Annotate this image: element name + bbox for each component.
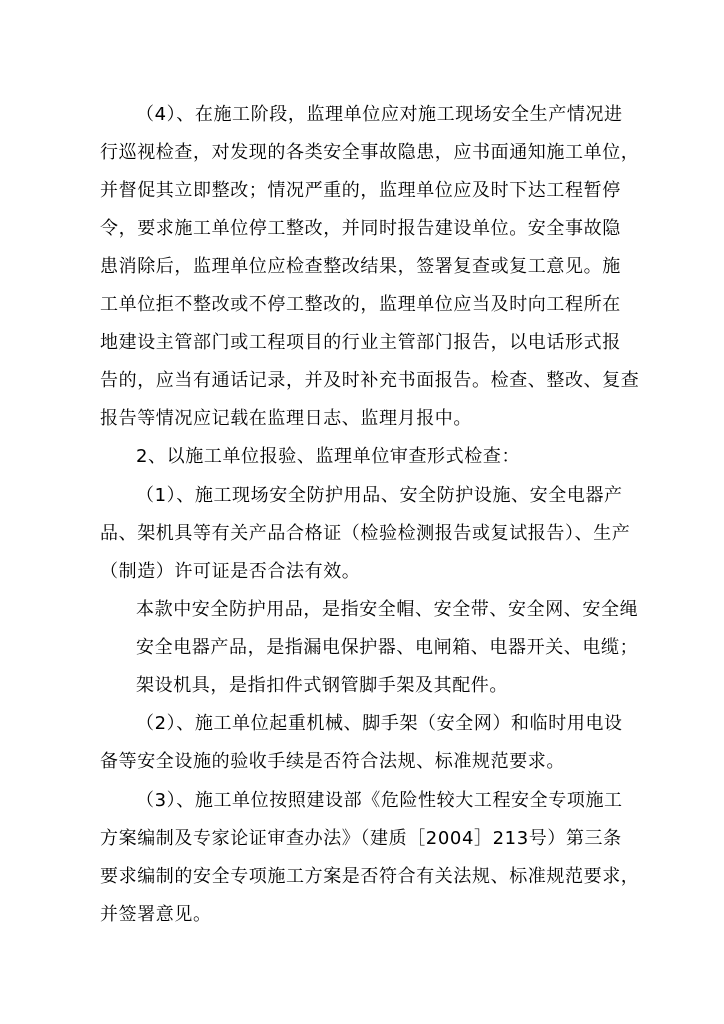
item-3-line-1: （3）、施工单位按照建设部《危险性较大工程安全专项施工 [136,790,623,811]
item-1-line-2: 品、架机具等有关产品合格证（检验检测报告或复试报告）、生产 [100,523,631,544]
paragraph-4-line-1: （4）、在施工阶段，监理单位应对施工现场安全生产情况进 [136,104,623,125]
paragraph-4-line-3: 并督促其立即整改；情况严重的，监理单位应及时下达工程暂停 [100,180,621,201]
item-2-line-2: 备等安全设施的验收手续是否符合法规、标准规范要求。 [100,751,565,772]
item-3-line-3: 要求编制的安全专项施工方案是否符合有关法规、标准规范要求， [100,866,640,887]
section-2-heading: 2、以施工单位报验、监理单位审查形式检查： [136,446,521,467]
note-protective-equipment: 本款中安全防护用品，是指安全帽、安全带、安全网、安全绳 [136,599,639,620]
item-3-line-4: 并签署意见。 [100,904,212,925]
note-erection-machinery: 架设机具，是指扣件式钢管脚手架及其配件。 [136,675,508,696]
paragraph-4-line-2: 行巡视检查，对发现的各类安全事故隐患，应书面通知施工单位， [100,142,640,163]
paragraph-4-line-6: 工单位拒不整改或不停工整改的，监理单位应当及时向工程所在 [100,294,621,315]
item-1-line-3: （制造）许可证是否合法有效。 [100,561,361,582]
paragraph-4-line-5: 患消除后，监理单位应检查整改结果，签署复查或复工意见。施 [100,256,621,277]
note-electrical-products: 安全电器产品，是指漏电保护器、电闸箱、电器开关、电缆； [136,637,639,658]
item-1-line-1: （1）、施工现场安全防护用品、安全防护设施、安全电器产 [136,485,623,506]
paragraph-4-line-4: 令，要求施工单位停工整改，并同时报告建设单位。安全事故隐 [100,218,621,239]
item-3-line-2: 方案编制及专家论证审查办法》（建质［2004］213号）第三条 [100,828,622,849]
paragraph-4-line-7: 地建设主管部门或工程项目的行业主管部门报告，以电话形式报 [100,332,621,353]
paragraph-4-line-8: 告的，应当有通话记录，并及时补充书面报告。检查、整改、复查 [100,370,640,391]
paragraph-4-line-9: 报告等情况应记载在监理日志、监理月报中。 [100,408,472,429]
item-2-line-1: （2）、施工单位起重机械、脚手架（安全网）和临时用电设 [136,713,623,734]
